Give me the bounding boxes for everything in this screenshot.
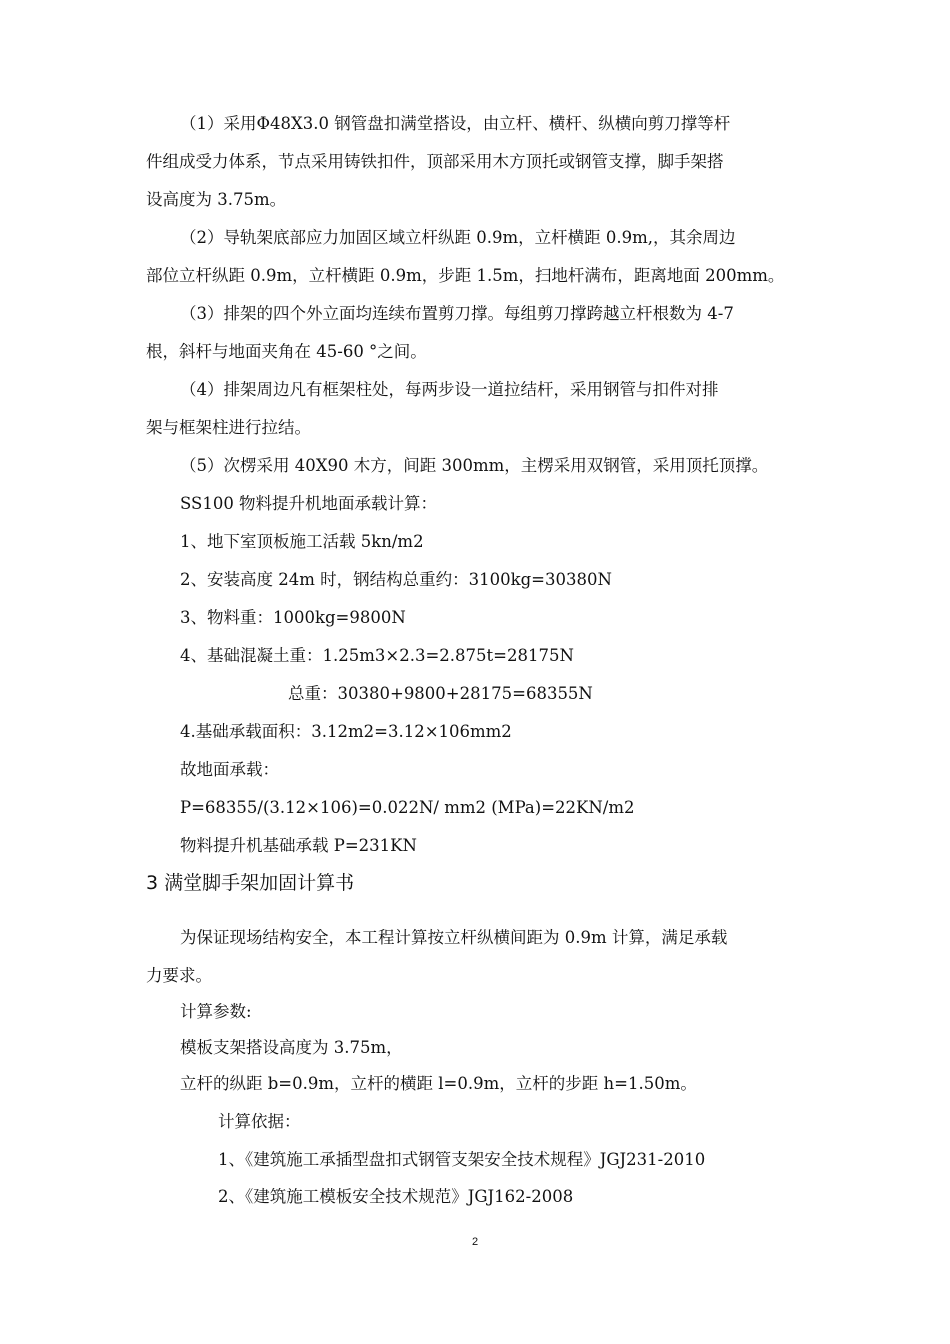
paragraph-line: （2）导轨架底部应力加固区域立杆纵距 0.9m，立杆横距 0.9m,，其余周边	[180, 228, 736, 247]
total-weight-line: 总重：30380+9800+28175=68355N	[288, 684, 593, 703]
paragraph-line: 为保证现场结构安全，本工程计算按立杆纵横间距为 0.9m 计算，满足承载	[180, 928, 728, 947]
list-item: 4.基础承载面积：3.12m2=3.12×106mm2	[180, 722, 512, 741]
list-item: 3、物料重：1000kg=9800N	[180, 608, 406, 627]
list-item: 2、安装高度 24m 时，钢结构总重约：3100kg=30380N	[180, 570, 612, 589]
reference-item: 2、《建筑施工模板安全技术规范》JGJ162-2008	[218, 1187, 574, 1206]
section-heading: 3 满堂脚手架加固计算书	[146, 872, 355, 894]
paragraph-line: 计算参数:	[180, 1002, 252, 1021]
paragraph-line: 故地面承载：	[180, 760, 279, 779]
paragraph-line: （1）采用Φ48X3.0 钢管盘扣满堂搭设，由立杆、横杆、纵横向剪刀撑等杆	[180, 114, 731, 133]
paragraph-line: 立杆的纵距 b=0.9m，立杆的横距 l=0.9m，立杆的步距 h=1.50m。	[180, 1074, 697, 1093]
list-item: 4、基础混凝土重：1.25m3×2.3=2.875t=28175N	[180, 646, 574, 665]
paragraph-line: 物料提升机基础承载 P=231KN	[180, 836, 417, 855]
paragraph-line: SS100 物料提升机地面承载计算：	[180, 494, 438, 513]
paragraph-line: 根，斜杆与地面夹角在 45-60 °之间。	[146, 342, 427, 361]
reference-item: 1、《建筑施工承插型盘扣式钢管支架安全技术规程》JGJ231-2010	[218, 1150, 706, 1169]
paragraph-line: 架与框架柱进行拉结。	[146, 418, 311, 437]
paragraph-line: （3）排架的四个外立面均连续布置剪刀撑。每组剪刀撑跨越立杆根数为 4-7	[180, 304, 734, 323]
paragraph-line: （4）排架周边凡有框架柱处，每两步设一道拉结杆，采用钢管与扣件对排	[180, 380, 719, 399]
paragraph-line: 设高度为 3.75m。	[146, 190, 287, 209]
paragraph-line: 力要求。	[146, 966, 212, 985]
paragraph-line: 部位立杆纵距 0.9m，立杆横距 0.9m，步距 1.5m，扫地杆满布，距离地面 200mm。	[146, 266, 785, 285]
paragraph-line: 件组成受力体系，节点采用铸铁扣件，顶部采用木方顶托或钢管支撑，脚手架搭	[146, 152, 724, 171]
paragraph-line: 模板支架搭设高度为 3.75m，	[180, 1038, 403, 1057]
paragraph-line: （5）次楞采用 40X90 木方，间距 300mm，主楞采用双钢管，采用顶托顶撑。	[180, 456, 769, 475]
page-number: 2	[471, 1236, 479, 1248]
formula-line: P=68355/(3.12×106)=0.022N/ mm2 (MPa)=22KN/m2	[180, 798, 635, 817]
list-item: 1、地下室顶板施工活载 5kn/m2	[180, 532, 424, 551]
paragraph-line: 计算依据：	[218, 1112, 301, 1131]
